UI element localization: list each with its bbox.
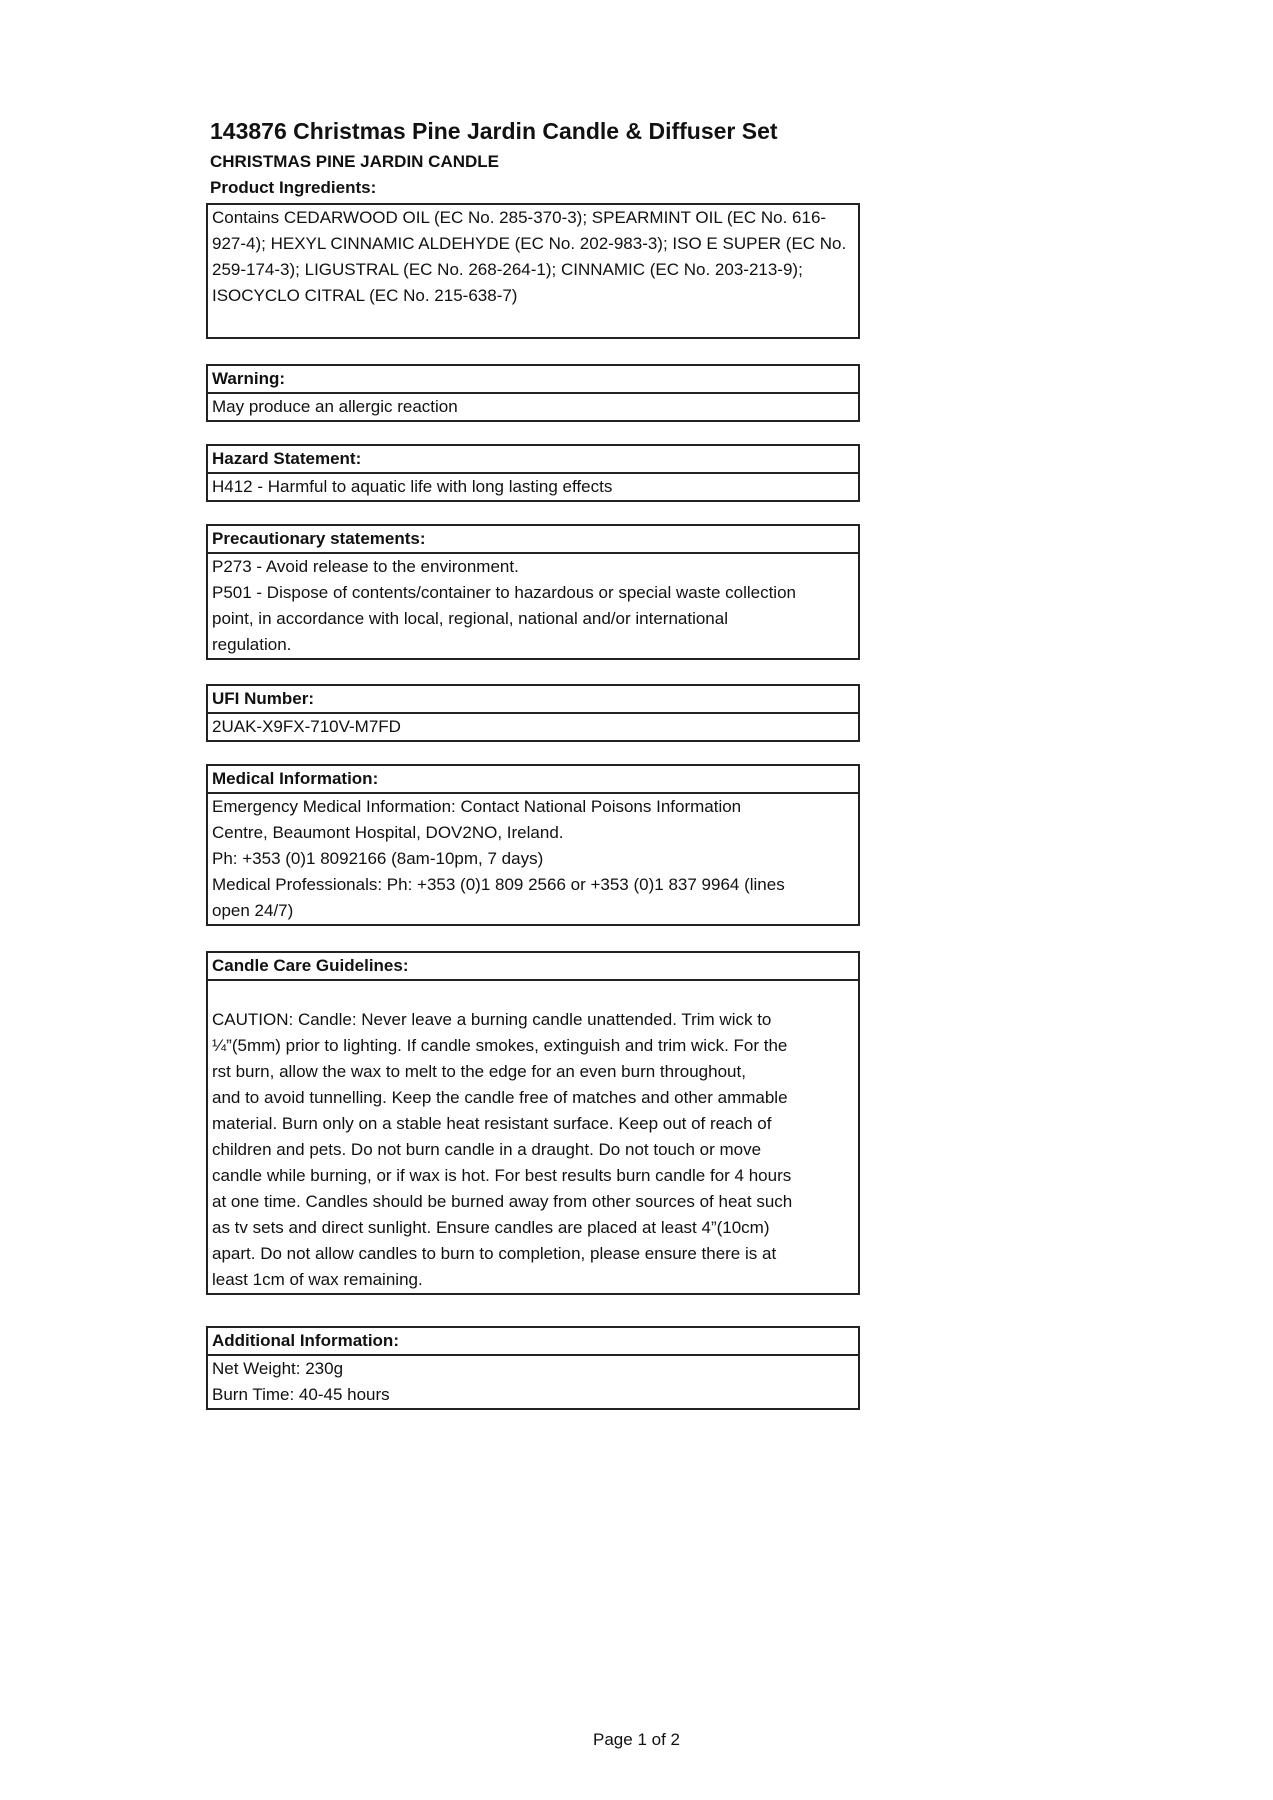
ingredients-line: Contains CEDARWOOD OIL (EC No. 285-370-3); SPEARMINT OIL (EC No. 616- [212, 208, 827, 227]
ingredients-text [208, 205, 858, 309]
ufi-heading: UFI Number: [208, 686, 858, 714]
additional-section [206, 1326, 860, 1410]
ingredients-line: 259-174-3); LIGUSTRAL (EC No. 268-264-1); CINNAMIC (EC No. 203-213-9); [212, 260, 803, 279]
warning-line: May produce an allergic reaction [212, 397, 458, 416]
candle-care-line: at one time. Candles should be burned away from other sources of heat such [212, 1192, 793, 1211]
candle-care-line: rst burn, allow the wax to melt to the edge for an even burn throughout, [212, 1062, 746, 1081]
blank-line [212, 981, 854, 1007]
ufi-section [206, 684, 860, 742]
precautionary-line: P501 - Dispose of contents/container to hazardous or special waste collection [212, 583, 796, 602]
precautionary-section [206, 524, 860, 660]
medical-line: Emergency Medical Information: Contact National Poisons Information [212, 797, 742, 816]
medical-body [208, 794, 858, 924]
candle-care-line: candle while burning, or if wax is hot. For best results burn candle for 4 hours [212, 1166, 792, 1185]
burn-time: Burn Time: 40-45 hours [212, 1385, 390, 1404]
candle-care-section [206, 951, 860, 1295]
additional-body [208, 1356, 858, 1408]
medical-line: Ph: +353 (0)1 8092166 (8am-10pm, 7 days) [212, 849, 544, 868]
hazard-line: H412 - Harmful to aquatic life with long lasting effects [212, 477, 613, 496]
medical-line: Medical Professionals: Ph: +353 (0)1 809 2566 or +353 (0)1 837 9964 (lines [212, 875, 785, 894]
ufi-number: 2UAK-X9FX-710V-M7FD [212, 717, 401, 736]
page-title: 143876 Christmas Pine Jardin Candle & Diffuser Set [210, 118, 778, 144]
candle-care-line: as tv sets and direct sunlight. Ensure candles are placed at least 4”(10cm) [212, 1218, 770, 1237]
ufi-body [208, 714, 858, 740]
warning-heading: Warning: [208, 366, 858, 394]
candle-care-heading: Candle Care Guidelines: [208, 953, 858, 981]
additional-heading: Additional Information: [208, 1328, 858, 1356]
precautionary-line: point, in accordance with local, regional, national and/or international [212, 609, 728, 628]
medical-line: Centre, Beaumont Hospital, DOV2NO, Ireland. [212, 823, 564, 842]
candle-care-line: CAUTION: Candle: Never leave a burning candle unattended. Trim wick to [212, 1010, 772, 1029]
ingredients-box [206, 203, 860, 339]
hazard-section [206, 444, 860, 502]
medical-line: open 24/7) [212, 901, 294, 920]
page-number: Page 1 of 2 [593, 1730, 680, 1749]
medical-section [206, 764, 860, 926]
precautionary-heading: Precautionary statements: [208, 526, 858, 554]
candle-care-body [208, 981, 858, 1293]
net-weight: Net Weight: 230g [212, 1359, 344, 1378]
candle-care-line: least 1cm of wax remaining. [212, 1270, 423, 1289]
warning-section [206, 364, 860, 422]
candle-care-line: apart. Do not allow candles to burn to completion, please ensure there is at [212, 1244, 777, 1263]
warning-body [208, 394, 858, 420]
medical-heading: Medical Information: [208, 766, 858, 794]
ingredients-line: ISOCYCLO CITRAL (EC No. 215-638-7) [212, 286, 518, 305]
ingredients-line: 927-4); HEXYL CINNAMIC ALDEHYDE (EC No. 202-983-3); ISO E SUPER (EC No. [212, 234, 847, 253]
precautionary-body [208, 554, 858, 658]
ingredients-label: Product Ingredients: [210, 178, 377, 197]
candle-care-line: and to avoid tunnelling. Keep the candle free of matches and other ammable [212, 1088, 788, 1107]
candle-care-line: material. Burn only on a stable heat resistant surface. Keep out of reach of [212, 1114, 772, 1133]
candle-care-line: ¼”(5mm) prior to lighting. If candle smokes, extinguish and trim wick. For the [212, 1036, 788, 1055]
hazard-body [208, 474, 858, 500]
precautionary-line: regulation. [212, 635, 292, 654]
precautionary-line: P273 - Avoid release to the environment. [212, 557, 519, 576]
product-subtitle: CHRISTMAS PINE JARDIN CANDLE [210, 152, 500, 171]
candle-care-line: children and pets. Do not burn candle in a draught. Do not touch or move [212, 1140, 762, 1159]
hazard-heading: Hazard Statement: [208, 446, 858, 474]
